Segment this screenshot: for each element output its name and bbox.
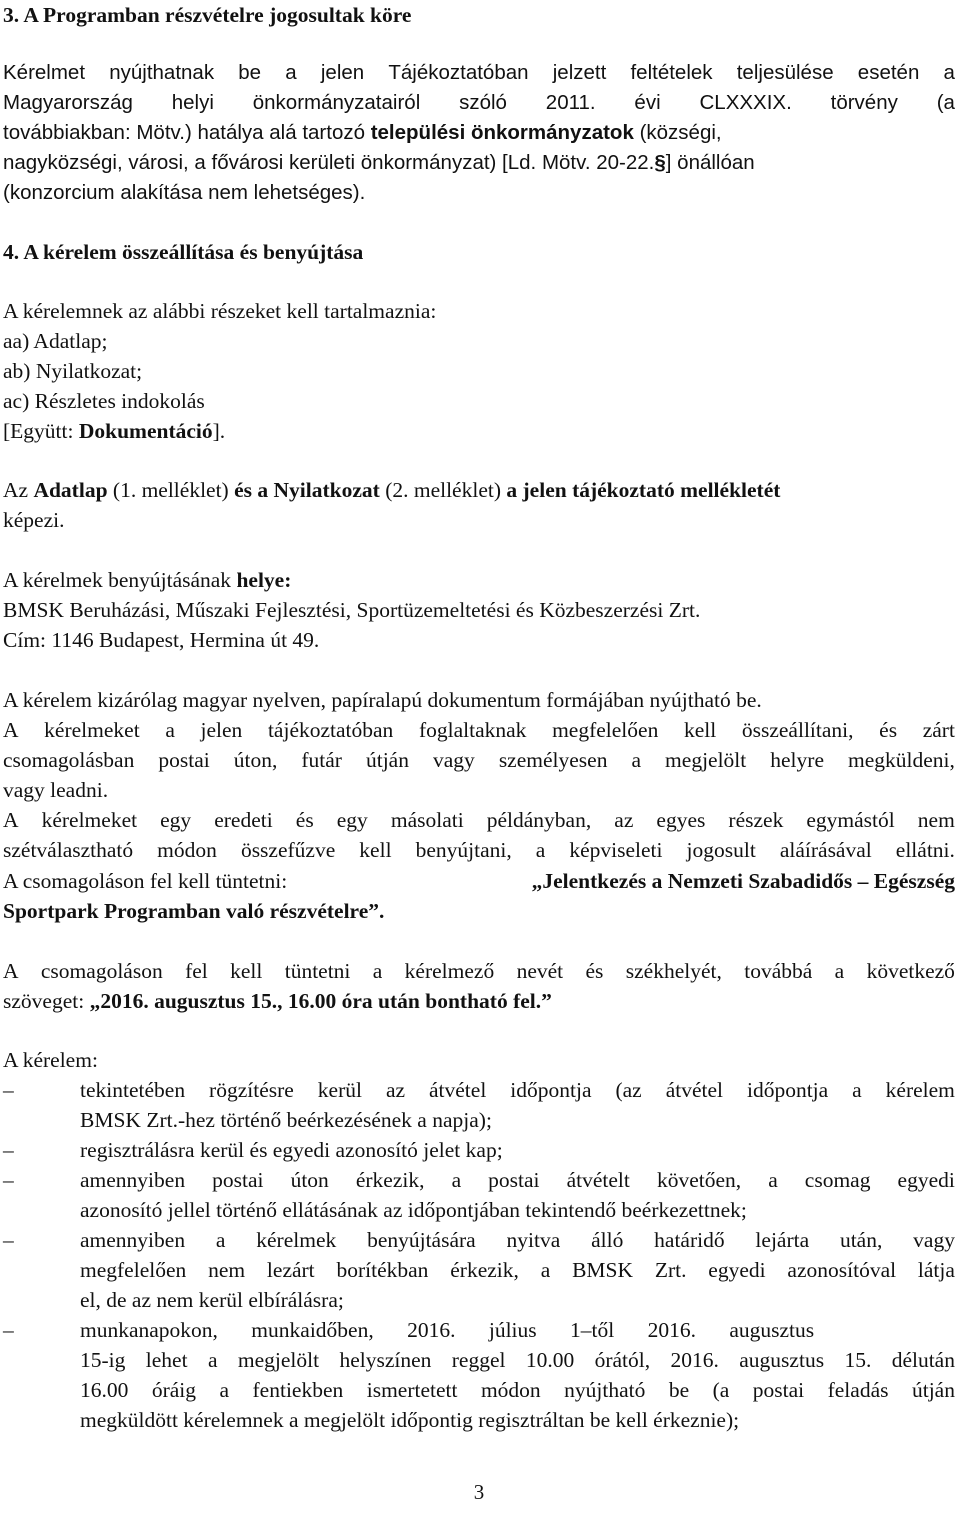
word: a: [943, 61, 955, 84]
word: a: [535, 838, 546, 862]
word: után,: [839, 1228, 883, 1252]
word: foglaltaknak: [418, 718, 527, 742]
paragraph-line: [3, 956, 955, 986]
emphasis-text: Sportpark Programban való részvételre”.: [3, 899, 385, 923]
together-line: [3, 416, 225, 446]
word: a: [834, 959, 845, 983]
word: nem: [208, 1258, 246, 1282]
bullet-text: regisztrálásra kerül és egyedi azonosító jelet kap;: [80, 1138, 503, 1162]
word: módon: [157, 838, 217, 862]
emphasis-text: „Jelentkezés a Nemzeti Szabadidős – Egészség: [531, 869, 955, 893]
word: megfelelően: [80, 1258, 187, 1282]
word: vagy: [433, 748, 475, 772]
word: egyedi: [708, 1258, 766, 1282]
word: követően,: [656, 1168, 742, 1192]
word: azonosítóval: [787, 1258, 897, 1282]
word: kell: [683, 718, 717, 742]
word: 2016.: [670, 1348, 719, 1372]
paragraph-line: [3, 715, 955, 745]
bullet-text: BMSK Zrt.-hez történő beérkezésének a napja);: [80, 1108, 492, 1132]
word: (a: [712, 1378, 730, 1402]
text-run: (2. melléklet): [379, 478, 507, 502]
word: esetén: [857, 61, 920, 84]
word: részek: [728, 808, 784, 832]
word: szóló: [459, 91, 507, 114]
word: ismertetett: [366, 1378, 458, 1402]
word: augusztus: [739, 1348, 825, 1372]
dash-bullet-icon: –: [3, 1078, 14, 1102]
word: az: [385, 1078, 406, 1102]
word: átvétel: [665, 1078, 723, 1102]
emphasis-text: és a Nyilatkozat: [234, 478, 380, 502]
word: be: [238, 61, 262, 84]
bullet-text: munkanapokon, munkaidőben, 2016. július 1–től 2016. augusztus: [80, 1318, 815, 1342]
word: szétválasztható: [3, 838, 134, 862]
annex-line: [3, 475, 780, 505]
word: 10.00: [525, 1348, 575, 1372]
word: A: [3, 959, 19, 983]
word: amennyiben: [80, 1168, 186, 1192]
word: nyújtható: [564, 1378, 646, 1402]
word: a: [372, 959, 383, 983]
word: helyre: [770, 748, 824, 772]
paragraph-line: [3, 835, 955, 865]
word: lehet: [145, 1348, 188, 1372]
organization-name: BMSK Beruházási, Műszaki Fejlesztési, Sportüzemeltetési és Közbeszerzési Zrt.: [3, 598, 701, 622]
word: jelen: [320, 61, 365, 84]
word: egy: [336, 808, 368, 832]
word: zárt: [922, 718, 955, 742]
word: megfelelően: [552, 718, 659, 742]
text-run: ] önállóan: [665, 151, 755, 174]
word: példányban,: [486, 808, 592, 832]
word: nevét: [516, 959, 564, 983]
word: délután: [891, 1348, 955, 1372]
text-run: hatálya alá tartozó: [191, 121, 371, 144]
word: kerül: [317, 1078, 362, 1102]
word: nyújthatnak: [109, 61, 215, 84]
word: borítékban: [336, 1258, 429, 1282]
word: kérelmeket: [44, 718, 140, 742]
word: jogosult: [686, 838, 756, 862]
word: fentiekben: [252, 1378, 344, 1402]
word: óráig: [151, 1378, 197, 1402]
word: lezárt: [266, 1258, 315, 1282]
heading-text: 3. A Programban részvételre jogosultak köre: [3, 3, 412, 27]
word: órától,: [594, 1348, 651, 1372]
emphasis-text: helye:: [236, 568, 292, 592]
word: önkormányzatairól: [252, 91, 421, 114]
word: a: [540, 1258, 551, 1282]
word: és: [295, 808, 314, 832]
paragraph-line: A kérelem kizárólag magyar nyelven, papíralapú dokumentum formájában nyújtható be.: [3, 688, 762, 712]
word: kérelem: [885, 1078, 955, 1102]
word: a: [631, 748, 642, 772]
word: eredeti: [214, 808, 273, 832]
word: és: [585, 959, 604, 983]
text-run: (1. melléklet): [107, 478, 235, 502]
paragraph-line: [3, 986, 552, 1016]
text-run: A kérelmek benyújtásának: [3, 568, 237, 592]
word: nem: [917, 808, 955, 832]
text-run: nagyközségi, városi, a fővárosi kerületi önkormányzat) [Ld. Mötv. 20-22.: [3, 151, 655, 174]
word: aláírásával: [779, 838, 872, 862]
word: a: [215, 1228, 226, 1252]
word: nyitva: [506, 1228, 561, 1252]
word: benyújtására: [367, 1228, 476, 1252]
bullet-text: megküldött kérelemnek a megjelölt időpontig regisztráltan be kell érkeznie);: [80, 1408, 740, 1432]
word: megjelölt: [237, 1348, 320, 1372]
word: továbbá: [744, 959, 813, 983]
paragraph-line: [3, 866, 955, 896]
word: útján: [911, 1378, 955, 1402]
word: csomagolásban: [3, 748, 135, 772]
word: benyújtani,: [415, 838, 512, 862]
word: a: [207, 1348, 218, 1372]
word: másolati: [390, 808, 464, 832]
word: A: [3, 808, 19, 832]
word: összefűzve: [240, 838, 336, 862]
word: székhelyét,: [625, 959, 722, 983]
word: kell: [359, 838, 392, 862]
word: A: [3, 718, 19, 742]
word: csomagoláson: [40, 959, 163, 983]
paragraph-line: [3, 118, 722, 148]
word: következő: [866, 959, 955, 983]
word: átvétel: [429, 1078, 487, 1102]
word: kérelmeket: [41, 808, 138, 832]
text-run: továbbiakban: Mötv.): [3, 121, 192, 144]
word: tüntetni: [284, 959, 351, 983]
word: BMSK: [572, 1258, 634, 1282]
word: a: [285, 61, 297, 84]
place-label: [3, 565, 291, 595]
word: lejárta: [755, 1228, 810, 1252]
word: egyes: [656, 808, 706, 832]
paragraph-line: (konzorcium alakítása nem lehetséges).: [3, 181, 366, 204]
paragraph-line: A kérelem:: [3, 1048, 98, 1072]
section-heading: [3, 0, 411, 30]
intro-text: A kérelemnek az alábbi részeket kell tartalmaznia:: [3, 299, 437, 323]
text-run: ].: [212, 419, 226, 443]
text-run: A csomagoláson fel kell tüntetni:: [3, 869, 288, 893]
bullet-text: [80, 1225, 955, 1255]
word: tekintetében: [80, 1078, 186, 1102]
word: feltételek: [630, 61, 713, 84]
word: amennyiben: [80, 1228, 186, 1252]
emphasis-text: „2016. augusztus 15., 16.00 óra után bontható fel.”: [89, 989, 552, 1013]
word: kérelmek: [256, 1228, 337, 1252]
section-heading: [3, 237, 363, 267]
text-run: szöveget:: [3, 989, 90, 1013]
bullet-text: [80, 1345, 955, 1375]
word: csomag: [804, 1168, 871, 1192]
word: postai: [752, 1378, 805, 1402]
word: (az: [615, 1078, 642, 1102]
word: Tájékoztatóban: [388, 61, 529, 84]
word: be: [668, 1378, 690, 1402]
word: 15-ig: [80, 1348, 126, 1372]
emphasis-text: a jelen tájékoztató mellékletét: [506, 478, 781, 502]
word: kell: [230, 959, 263, 983]
dash-bullet-icon: –: [3, 1168, 14, 1192]
paragraph-line: [3, 148, 755, 178]
word: határidő: [654, 1228, 725, 1252]
heading-text: 4. A kérelem összeállítása és benyújtása: [3, 240, 364, 264]
word: ellátni.: [895, 838, 955, 862]
word: helyszínen: [339, 1348, 432, 1372]
word: a: [852, 1078, 862, 1102]
bullet-text: azonosító jellel történő ellátásának az időpontjában tekintendő beérkezettnek;: [80, 1198, 747, 1222]
word: átvételt: [566, 1168, 630, 1192]
paragraph-line: [3, 805, 955, 835]
word: kérelmező: [404, 959, 495, 983]
emphasis-text: §: [654, 151, 666, 174]
emphasis-text: Dokumentáció: [78, 419, 213, 443]
word: Kérelmet: [3, 61, 86, 84]
word: látja: [917, 1258, 955, 1282]
word: álló: [591, 1228, 624, 1252]
word: vagy: [913, 1228, 955, 1252]
word: rögzítésre: [209, 1078, 294, 1102]
list-item: aa) Adatlap;: [3, 329, 108, 353]
word: egyedi: [897, 1168, 955, 1192]
list-item: ac) Részletes indokolás: [3, 389, 205, 413]
bullet-text: [80, 1075, 955, 1105]
word: és: [879, 718, 898, 742]
word: módon: [480, 1378, 541, 1402]
word: képviseleti: [569, 838, 663, 862]
word: 15.: [844, 1348, 872, 1372]
word: jelzett: [552, 61, 607, 84]
word: megküldeni,: [848, 748, 955, 772]
dash-bullet-icon: –: [3, 1318, 14, 1342]
word: a: [451, 1168, 462, 1192]
list-item: ab) Nyilatkozat;: [3, 359, 143, 383]
word: összeállítani,: [741, 718, 854, 742]
paragraph-line: [3, 58, 955, 88]
paragraph-line: [3, 745, 955, 775]
text-run: [Együtt:: [3, 419, 79, 443]
text-run: (községi,: [633, 121, 722, 144]
word: Magyarország: [3, 91, 133, 114]
text-run: Az: [3, 478, 34, 502]
word: évi: [634, 91, 661, 114]
word: futár: [301, 748, 342, 772]
bullet-text: [80, 1165, 955, 1195]
word: reggel: [451, 1348, 506, 1372]
word: Zrt.: [654, 1258, 687, 1282]
dash-bullet-icon: –: [3, 1228, 14, 1252]
word: megjelölt: [665, 748, 747, 772]
word: teljesülése: [736, 61, 834, 84]
word: személyesen: [498, 748, 608, 772]
word: fel: [185, 959, 208, 983]
word: postai: [158, 748, 210, 772]
paragraph-line: [3, 896, 384, 926]
dash-bullet-icon: –: [3, 1138, 14, 1162]
word: érkezik,: [450, 1258, 519, 1282]
word: postai: [212, 1168, 264, 1192]
word: tájékoztatóban: [267, 718, 394, 742]
emphasis-text: települési önkormányzatok: [370, 121, 634, 144]
word: időpontja: [510, 1078, 592, 1102]
word: a: [768, 1168, 778, 1192]
word: egy: [160, 808, 192, 832]
emphasis-text: Adatlap: [33, 478, 108, 502]
page-number: 3: [473, 1480, 485, 1504]
paragraph-line: vagy leadni.: [3, 778, 109, 802]
word: érkezik,: [355, 1168, 425, 1192]
word: útján: [365, 748, 409, 772]
word: 2011.: [545, 91, 596, 114]
word: 16.00: [80, 1378, 129, 1402]
word: CLXXXIX.: [699, 91, 792, 114]
word: úton: [290, 1168, 329, 1192]
paragraph-line: képezi.: [3, 508, 65, 532]
bullet-text: el, de az nem kerül elbírálásra;: [80, 1288, 344, 1312]
word: jelen: [200, 718, 243, 742]
word: úton,: [233, 748, 278, 772]
word: a: [165, 718, 175, 742]
word: feladás: [827, 1378, 889, 1402]
word: időpontja: [746, 1078, 829, 1102]
word: (a: [936, 91, 955, 114]
paragraph-line: [3, 88, 955, 118]
word: postai: [488, 1168, 540, 1192]
address: Cím: 1146 Budapest, Hermina út 49.: [3, 628, 320, 652]
word: a: [219, 1378, 230, 1402]
word: egymástól: [806, 808, 895, 832]
word: törvény: [830, 91, 898, 114]
bullet-text: [80, 1375, 955, 1405]
bullet-text: [80, 1255, 955, 1285]
word: az: [614, 808, 634, 832]
word: helyi: [171, 91, 214, 114]
